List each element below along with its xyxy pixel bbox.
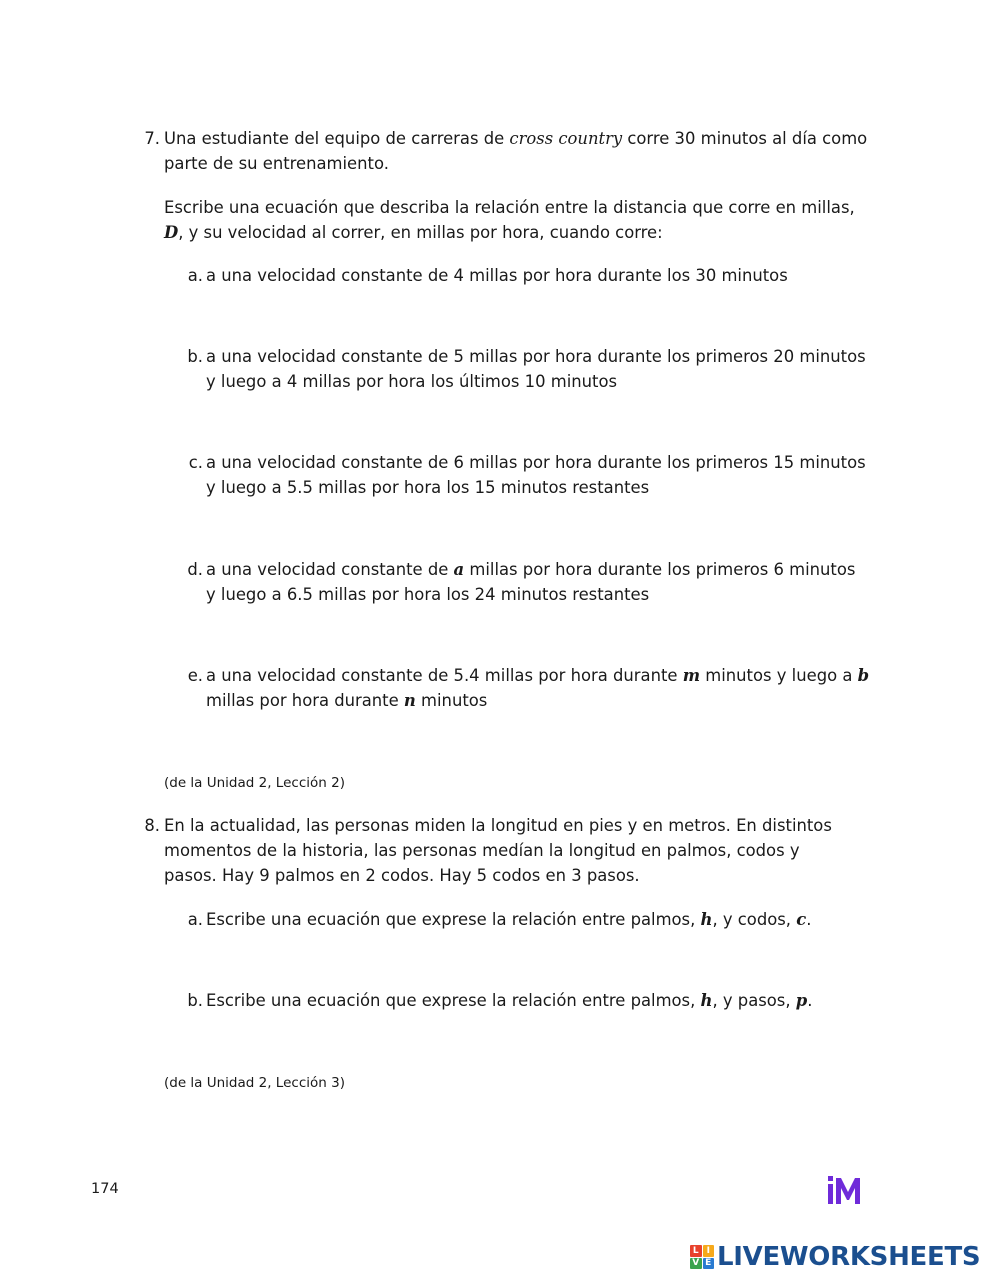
item-7c-text-line1: a una velocidad constante de 6 millas por hora durante los primeros 15 minutos	[206, 453, 866, 472]
question-7-task-line2: D, y su velocidad al correr, en millas por hora, cuando corre:	[164, 223, 663, 242]
question-7-intro-line1: Una estudiante del equipo de carreras de cross country corre 30 minutos al día como	[164, 129, 868, 148]
question-7-task-line1: Escribe una ecuación que describa la relación entre la distancia que corre en millas,	[164, 198, 855, 217]
item-7e-text-line1: a una velocidad constante de 5.4 millas por hora durante m minutos y luego a b	[206, 666, 870, 685]
lw-icon-letter: I	[703, 1245, 715, 1257]
item-8a-label: a.	[187, 910, 203, 929]
item-7e-label: e.	[187, 666, 203, 685]
answer-7e-field[interactable]	[206, 721, 806, 755]
item-7b-text-line1: a una velocidad constante de 5 millas por hora durante los primeros 20 minutos	[206, 347, 866, 366]
question-8-line2: momentos de la historia, las personas medían la longitud en palmos, codos y	[164, 841, 800, 860]
item-7d-label: d.	[187, 560, 203, 579]
liveworksheets-text: LIVEWORKSHEETS	[717, 1242, 981, 1272]
liveworksheets-watermark[interactable]	[690, 1241, 980, 1273]
answer-7b-field[interactable]	[206, 402, 806, 436]
answer-8a-field[interactable]	[206, 940, 806, 974]
item-7d-text-line2: y luego a 6.5 millas por hora los 24 minutos restantes	[206, 585, 650, 604]
item-7a-text: a una velocidad constante de 4 millas por hora durante los 30 minutos	[206, 266, 788, 285]
lw-icon-letter: E	[703, 1258, 715, 1270]
lw-icon-letter: V	[690, 1258, 702, 1270]
item-8b-text: Escribe una ecuación que exprese la relación entre palmos, h, y pasos, p.	[206, 991, 813, 1010]
answer-7c-field[interactable]	[206, 508, 806, 542]
item-7b-label: b.	[187, 347, 203, 366]
liveworksheets-icon	[690, 1245, 714, 1269]
lw-icon-letter: L	[690, 1245, 702, 1257]
page-number: 174	[91, 1181, 119, 1197]
item-8a-text: Escribe una ecuación que exprese la relación entre palmos, h, y codos, c.	[206, 910, 812, 929]
item-7d-text-line1: a una velocidad constante de a millas por hora durante los primeros 6 minutos	[206, 560, 856, 579]
answer-8b-field[interactable]	[206, 1021, 806, 1055]
item-7c-label: c.	[188, 453, 203, 472]
question-7-intro-line2: parte de su entrenamiento.	[164, 154, 389, 173]
im-logo-icon	[827, 1174, 865, 1206]
question-8-source: (de la Unidad 2, Lección 3)	[164, 1075, 345, 1091]
question-7-source: (de la Unidad 2, Lección 2)	[164, 775, 345, 791]
item-7b-text-line2: y luego a 4 millas por hora los últimos 10 minutos	[206, 372, 618, 391]
item-7c-text-line2: y luego a 5.5 millas por hora los 15 minutos restantes	[206, 478, 650, 497]
question-8-line1: En la actualidad, las personas miden la longitud en pies y en metros. En distintos	[164, 816, 832, 835]
question-8-line3: pasos. Hay 9 palmos en 2 codos. Hay 5 codos en 3 pasos.	[164, 866, 640, 885]
question-7-number: 7.	[144, 129, 160, 148]
answer-7d-field[interactable]	[206, 615, 806, 649]
item-7a-label: a.	[187, 266, 203, 285]
answer-7a-field[interactable]	[206, 296, 806, 330]
item-7e-text-line2: millas por hora durante n minutos	[206, 691, 488, 710]
question-8-number: 8.	[144, 816, 160, 835]
item-8b-label: b.	[187, 991, 203, 1010]
